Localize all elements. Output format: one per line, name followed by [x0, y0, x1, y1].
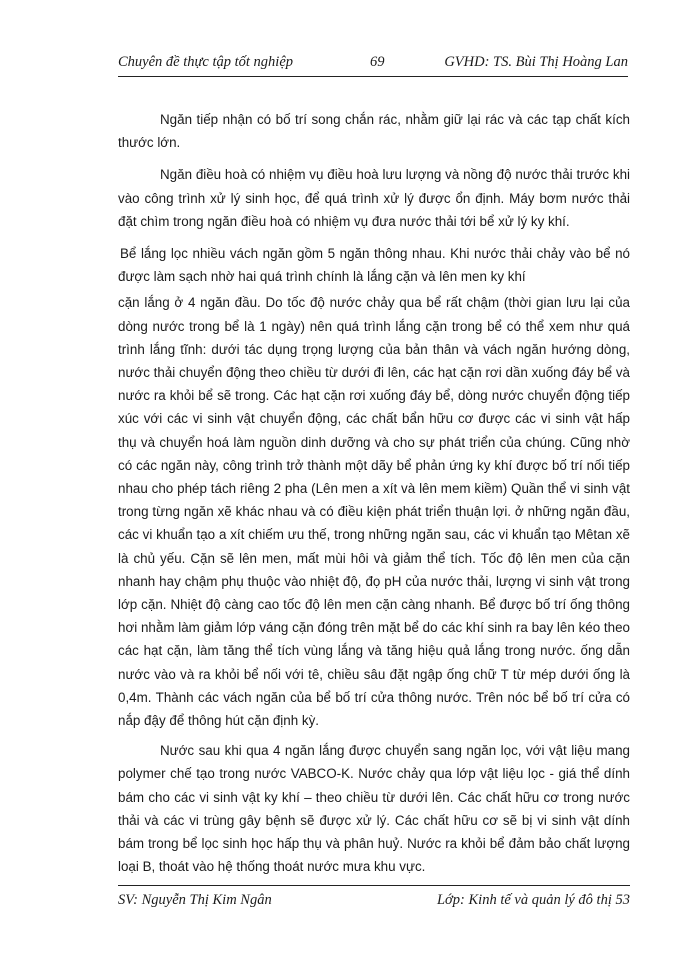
page-header	[118, 54, 628, 77]
paragraph-settling-tank-detail: cặn lắng ở 4 ngăn đầu. Do tốc độ nước chảy qua bể rất chậm (thời gian lưu lại của dòng nước trong bể là 1 ngày) nên quá trình lắng cặn trong bể có thể xem như quá trình lắng tĩnh: dưới tác dụng trọng lượng của bản thân và vách ngăn hướng dòng, nước thải chuyển động theo chiều từ dưới đi lên, các hạt cặn rơi dần xuống đáy bể và nước ra khỏi bể sẽ trong. Các hạt cặn rơi xuống đáy bể, dòng nước chuyển động tiếp xúc với các vi sinh vật chuyển động, các chất bẩn hữu cơ được các vi sinh vật hấp thụ và chuyển hoá làm nguồn dinh dưỡng và cho sự phát triển của chúng. Cũng nhờ có các ngăn này, công trình trở thành một dãy bể phản ứng ky khí được bố trí nối tiếp nhau cho phép tách riêng 2 pha (Lên men a xít và lên mem kiềm) Quần thể vi sinh vật trong từng ngăn xẽ khác nhau và có điều kiện phát triển thuận lợi. ở những ngăn đầu, các vi khuẩn tạo a xít chiếm ưu thế, trong những ngăn sau, các vi khuẩn tạo Mêtan xẽ là chủ yếu. Cặn sẽ lên men, mất mùi hôi và giảm thể tích. Tốc độ lên men của cặn nhanh hay chậm phụ thuộc vào nhiệt độ, đọ pH của nước thải, lượng vi sinh vật trong lớp cặn. Nhiệt độ càng cao tốc độ lên men cặn càng nhanh. Bể được bố trí ống thông hơi nhằm làm giảm lớp váng cặn đóng trên mặt bể do các khí sinh ra bay lên kéo theo các hạt cặn, làm tăng thể tích vùng lắng và tăng hiệu quả lắng trong nước. ống dẫn nước vào và ra khỏi bể nối với tê, chiều sâu đặt ngập ống chữ T từ mép dưới ống là 0,4m. Thành các vách ngăn của bể bố trí cửa thông nước. Trên nóc bể bố trí cửa có nắp đậy để thông hút cặn định kỳ.	[118, 295, 630, 729]
page-number: 69	[370, 54, 385, 70]
footer-class: Lớp: Kinh tế và quản lý đô thị 53	[436, 892, 630, 908]
document-body	[118, 108, 630, 888]
paragraph-reception-chamber: Ngăn tiếp nhận có bố trí song chắn rác, nhằm giữ lại rác và các tạp chất kích thước lớn.	[118, 112, 630, 151]
paragraph-filter-chamber: Nước sau khi qua 4 ngăn lắng được chuyển sang ngăn lọc, với vật liệu mang polymer chế tạo trong nước VABCO-K. Nước chảy qua lớp vật liệu lọc - giá thể dính bám cho các vi sinh vật ky khí – theo chiều từ dưới lên. Các chất hữu cơ trong nước thải và các vi trùng gây bệnh sẽ được xử lý. Các chất hữu cơ sẽ bị vi sinh vật dính bám trong bể lọc sinh học hấp thụ và phân huỷ. Nước ra khỏi bể đảm bảo chất lượng loại B, thoát vào hệ thống thoát nước mưa khu vực.	[118, 743, 630, 875]
header-title: Chuyên đề thực tập tốt nghiệp	[118, 54, 294, 70]
header-supervisor: GVHD: TS. Bùi Thị Hoàng Lan	[444, 54, 628, 70]
page-footer	[118, 885, 630, 914]
paragraph-equalization-chamber: Ngăn điều hoà có nhiệm vụ điều hoà lưu lượng và nồng độ nước thải trước khi vào công trình xử lý sinh học, để quá trình xử lý được ổn định. Máy bơm nước thải đặt chìm trong ngăn điều hoà có nhiệm vụ đưa nước thải tới bể xử lý ky khí.	[118, 167, 630, 229]
footer-student: SV: Nguyễn Thị Kim Ngân	[118, 892, 272, 908]
paragraph-settling-tank-intro: Bể lắng lọc nhiều vách ngăn gồm 5 ngăn thông nhau. Khi nước thải chảy vào bể nó được làm sạch nhờ hai quá trình chính là lắng cặn và lên men ky khí	[118, 246, 630, 285]
